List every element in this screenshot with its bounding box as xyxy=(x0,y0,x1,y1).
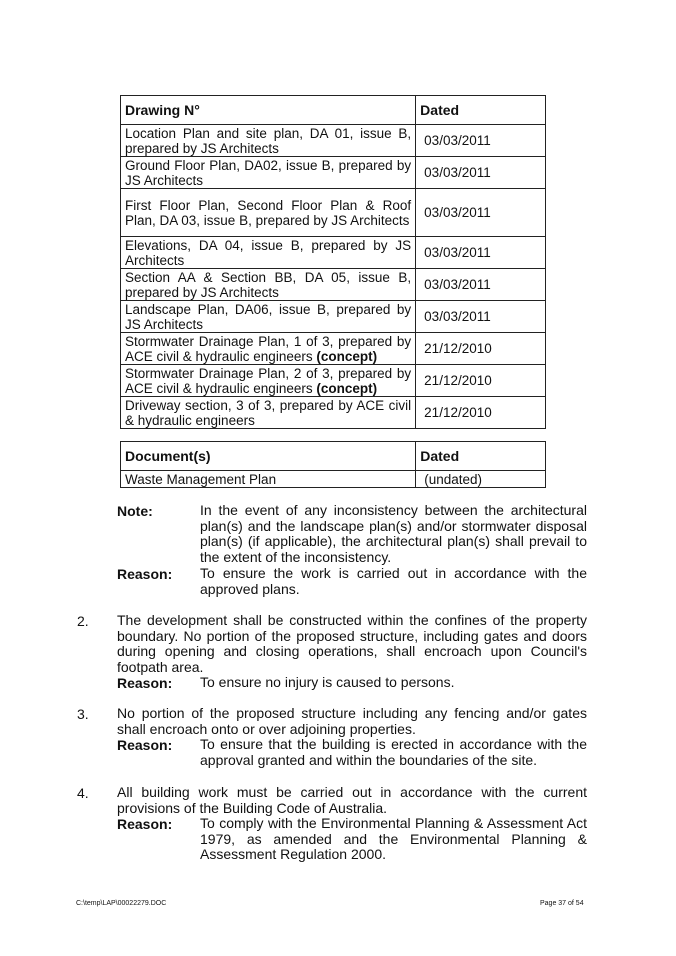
concept-label: (concept) xyxy=(316,348,378,364)
drawing-description: Elevations, DA 04, issue B, prepared by JS Architects xyxy=(121,237,416,269)
condition-text: The development shall be constructed within the confines of the property boundary. No portion of the proposed structure, including gates and doors during opening and closing operations, shall encroach upon Council's footpath area. xyxy=(117,612,587,675)
table-row xyxy=(121,125,546,157)
drawing-date: 21/12/2010 xyxy=(416,333,546,365)
drawing-date: 03/03/2011 xyxy=(416,237,546,269)
table-row xyxy=(121,157,546,189)
drawing-date: 03/03/2011 xyxy=(416,269,546,301)
condition-number: 3. xyxy=(77,706,89,722)
documents-header: Document(s) xyxy=(121,442,416,471)
drawing-date: 03/03/2011 xyxy=(416,301,546,333)
drawing-description xyxy=(121,333,416,365)
condition-reason: To ensure that the building is erected in accordance with the approval granted and within the boundaries of the site. xyxy=(200,736,587,768)
drawings-table-header xyxy=(121,96,546,125)
dated-header: Dated xyxy=(416,96,546,125)
note-text: In the event of any inconsistency between the architectural plan(s) and the landscape plan(s) and/or stormwater disposal plan(s) (if applicable), the architectural plan(s) shall prevail to the extent of the inconsistency. xyxy=(200,502,587,565)
documents-table xyxy=(120,441,546,488)
footer-file-path: C:\temp\LAP\00022279.DOC xyxy=(76,900,167,907)
condition-text: No portion of the proposed structure including any fencing and/or gates shall encroach onto or over adjoining properties. xyxy=(117,705,587,737)
drawing-date: 21/12/2010 xyxy=(416,365,546,397)
note-label: Note: xyxy=(117,503,153,519)
table-row xyxy=(121,301,546,333)
condition-text: All building work must be carried out in accordance with the current provisions of the Building Code of Australia. xyxy=(117,784,587,816)
note-reason: To ensure the work is carried out in accordance with the approved plans. xyxy=(200,565,587,597)
drawing-description xyxy=(121,365,416,397)
condition-reason-label: Reason: xyxy=(117,816,173,832)
drawing-description: Section AA & Section BB, DA 05, issue B, prepared by JS Architects xyxy=(121,269,416,301)
condition-reason: To comply with the Environmental Planning & Assessment Act 1979, as amended and the Environmental Planning & Assessment Regulation 2000. xyxy=(200,815,587,863)
drawing-date: 03/03/2011 xyxy=(416,125,546,157)
condition-number: 4. xyxy=(77,785,89,801)
document-date: (undated) xyxy=(416,471,546,488)
drawing-description: Location Plan and site plan, DA 01, issue B, prepared by JS Architects xyxy=(121,125,416,157)
drawing-description: Landscape Plan, DA06, issue B, prepared by JS Architects xyxy=(121,301,416,333)
drawings-table xyxy=(120,95,546,429)
note-reason-label: Reason: xyxy=(117,566,173,582)
condition-number: 2. xyxy=(77,613,89,629)
drawing-description: Ground Floor Plan, DA02, issue B, prepared by JS Architects xyxy=(121,157,416,189)
table-row xyxy=(121,269,546,301)
table-row xyxy=(121,365,546,397)
table-row xyxy=(121,237,546,269)
documents-table-header xyxy=(121,442,546,471)
document-name: Waste Management Plan xyxy=(121,471,416,488)
condition-reason-label: Reason: xyxy=(117,737,173,753)
drawing-description: First Floor Plan, Second Floor Plan & Roof Plan, DA 03, issue B, prepared by JS Architects xyxy=(121,189,416,237)
table-row xyxy=(121,189,546,237)
table-row xyxy=(121,333,546,365)
table-row xyxy=(121,471,546,488)
drawing-date: 03/03/2011 xyxy=(416,157,546,189)
drawing-date: 03/03/2011 xyxy=(416,189,546,237)
dated-header: Dated xyxy=(416,442,546,471)
drawing-description-text: Stormwater Drainage Plan, 1 of 3, prepared by ACE civil & hydraulic engineers xyxy=(125,333,412,364)
table-row xyxy=(121,397,546,429)
drawing-description: Driveway section, 3 of 3, prepared by ACE civil & hydraulic engineers xyxy=(121,397,416,429)
drawing-number-header: Drawing N° xyxy=(121,96,416,125)
footer-page-number: Page 37 of 54 xyxy=(540,900,584,907)
condition-reason: To ensure no injury is caused to persons. xyxy=(200,674,455,690)
drawing-description-text: Stormwater Drainage Plan, 2 of 3, prepared by ACE civil & hydraulic engineers xyxy=(125,365,412,396)
concept-label: (concept) xyxy=(316,380,378,396)
drawing-date: 21/12/2010 xyxy=(416,397,546,429)
condition-reason-label: Reason: xyxy=(117,675,173,691)
